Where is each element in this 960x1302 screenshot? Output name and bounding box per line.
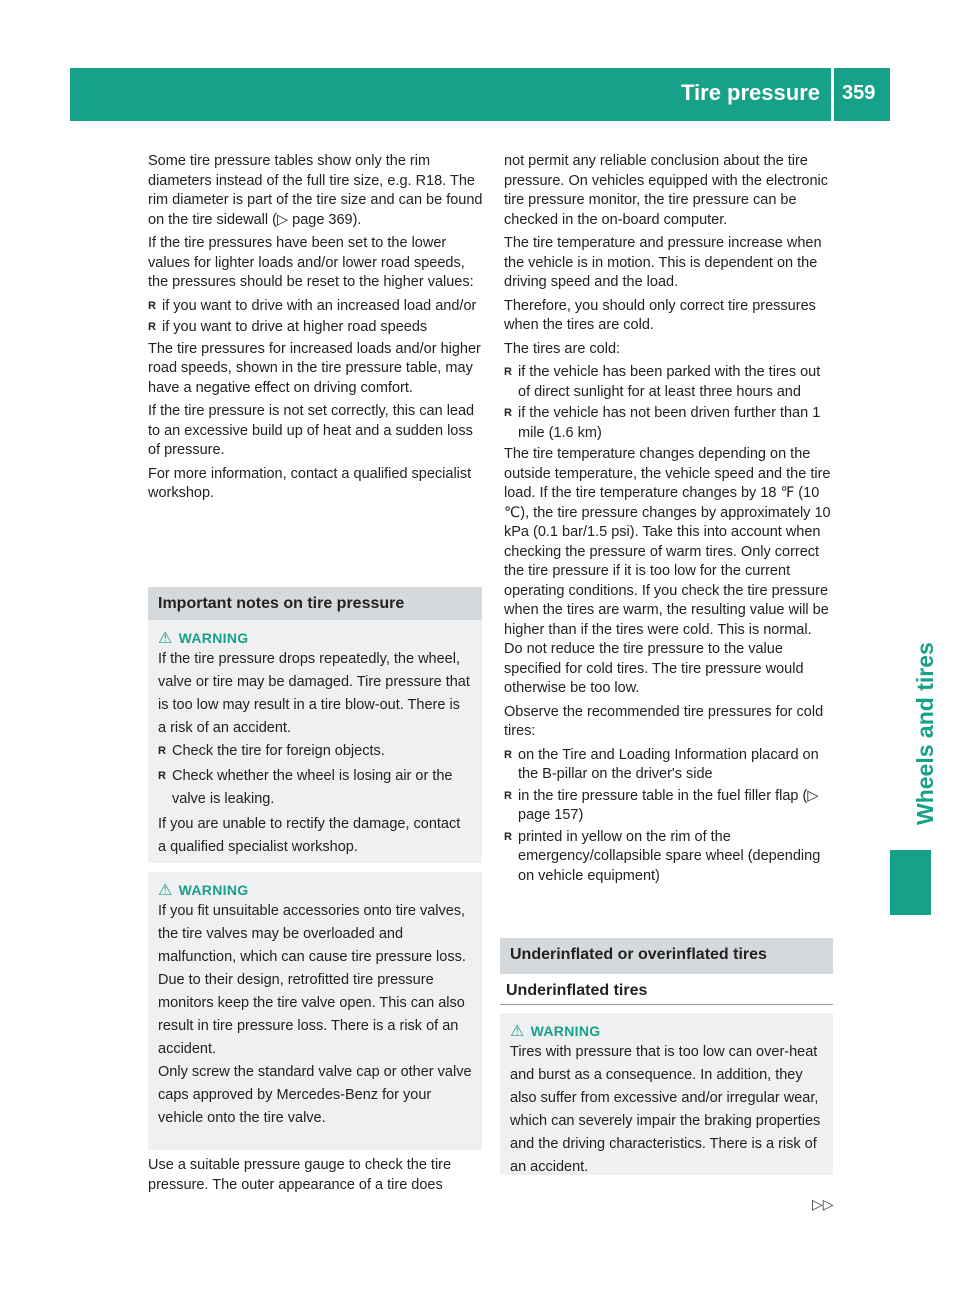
list-item: R Check the tire for foreign objects. [158,740,472,763]
header-title: Tire pressure [680,80,820,105]
warning-triangle-icon: ⚠ [510,1023,525,1040]
page-number: 359 [842,82,876,104]
subsection-title: Underinflated tires [506,982,648,999]
warning-box [148,620,482,863]
paragraph: The tires are cold: [504,340,621,357]
paragraph: Therefore, you should only correct tire pressures when the tires are cold. [504,297,816,333]
side-chapter-marker [890,850,931,915]
paragraph: not permit any reliable conclusion about the tire pressure. On vehicles equipped with the electronic tire pressure monitor, the tire pressure can be checked in the on-board computer. [504,153,829,228]
side-chapter-label: Wheels and tires [912,642,938,825]
warning-triangle-icon: ⚠ [158,882,173,899]
warning-label: WARNING [530,1023,601,1039]
warning-box [148,872,482,1150]
list-item: R if the vehicle has not been driven further than 1 mile (1.6 km) [504,404,834,443]
section-title: Important notes on tire pressure [158,595,405,612]
continue-arrow-icon: ▷▷ [812,1196,834,1212]
list-item: R if you want to drive at higher road speeds [148,318,483,338]
paragraph: If the tire pressure is not set correctly, this can lead to an excessive build up of heat and a sudden loss of pressure. [148,403,475,458]
list-item: R printed in yellow on the rim of the emergency/collapsible spare wheel (depending on vehicle equipment) [504,828,834,887]
warning-heading [158,628,472,648]
paragraph: The tire temperature changes depending on the outside temperature, the vehicle speed and the tire load. If the tire temperature changes by 18 ℉ (10 ℃), the tire pressure changes by approximately 10 kPa (0.1 bar/1.5 psi). Take this into account when checking the pressure of warm tires. Only correct the tire pressure if it is too low for the current operating conditions. If you check the tire pressure when the tires are warm, the resulting value will be higher than if the tires were cold. This is normal. Do not reduce the tire pressure to the value specified for cold tires. The tire pressure would otherwise be too low. [504,446,831,696]
warning-text: If the tire pressure drops repeatedly, the wheel, valve or tire may be damaged. Tire pressure that is too low may result in a tire blow-out. There is a risk of an accident. [158,651,470,736]
warning-text: Only screw the standard valve cap or other valve caps approved by Mercedes-Benz for your vehicle onto the tire valve. [158,1064,472,1126]
warning-triangle-icon: ⚠ [158,630,173,647]
warning-text: If you are unable to rectify the damage, contact a qualified specialist workshop. [158,816,461,855]
list-item: R if the vehicle has been parked with the tires out of direct sunlight for at least three hours and [504,363,834,402]
list-item: R in the tire pressure table in the fuel filler flap (▷ page 157) [504,787,834,826]
left-column [148,152,483,508]
warning-box [500,1013,833,1175]
paragraph: Some tire pressure tables show only the rim diameters instead of the full tire size, e.g. R18. The rim diameter is part of the tire size and can be found on the tire sidewall (▷ page 369). [148,153,483,228]
paragraph: Observe the recommended tire pressures for cold tires: [504,703,824,739]
right-column [504,152,834,888]
section-title: Underinflated or overinflated tires [510,946,767,963]
paragraph: The tire temperature and pressure increase when the vehicle is in motion. This is dependent on the driving speed and the load. [504,235,822,290]
paragraph: If the tire pressures have been set to the lower values for lighter loads and/or lower road speeds, the pressures should be reset to the higher values: [148,235,474,290]
warning-label: WARNING [178,630,249,646]
header-separator [831,68,834,121]
list-item: R on the Tire and Loading Information placard on the B-pillar on the driver's side [504,746,834,785]
paragraph: Use a suitable pressure gauge to check the tire pressure. The outer appearance of a tire does [148,1157,452,1193]
list-item: R if you want to drive with an increased load and/or [148,297,483,317]
warning-text: If you fit unsuitable accessories onto tire valves, the tire valves may be overloaded and malfunction, which can cause tire pressure loss. Due to their design, retrofitted tire pressure monitors keep the tire valve open. This can also result in tire pressure loss. There is a risk of an accident. [158,903,466,1057]
divider [500,1004,833,1005]
warning-heading [510,1021,823,1041]
warning-text: Tires with pressure that is too low can over-heat and burst as a consequence. In addition, they also suffer from excessive and/or irregular wear, which can severely impair the braking properties and the driving characteristics. There is a risk of an accident. [510,1044,821,1175]
paragraph: The tire pressures for increased loads and/or higher road speeds, shown in the tire pressure table, may have a negative effect on driving comfort. [148,340,481,396]
left-column-tail [148,1156,483,1199]
warning-heading [158,880,472,900]
paragraph: For more information, contact a qualified specialist workshop. [148,465,472,501]
list-item: R Check whether the wheel is losing air or the valve is leaking. [158,765,472,811]
warning-label: WARNING [178,882,249,898]
